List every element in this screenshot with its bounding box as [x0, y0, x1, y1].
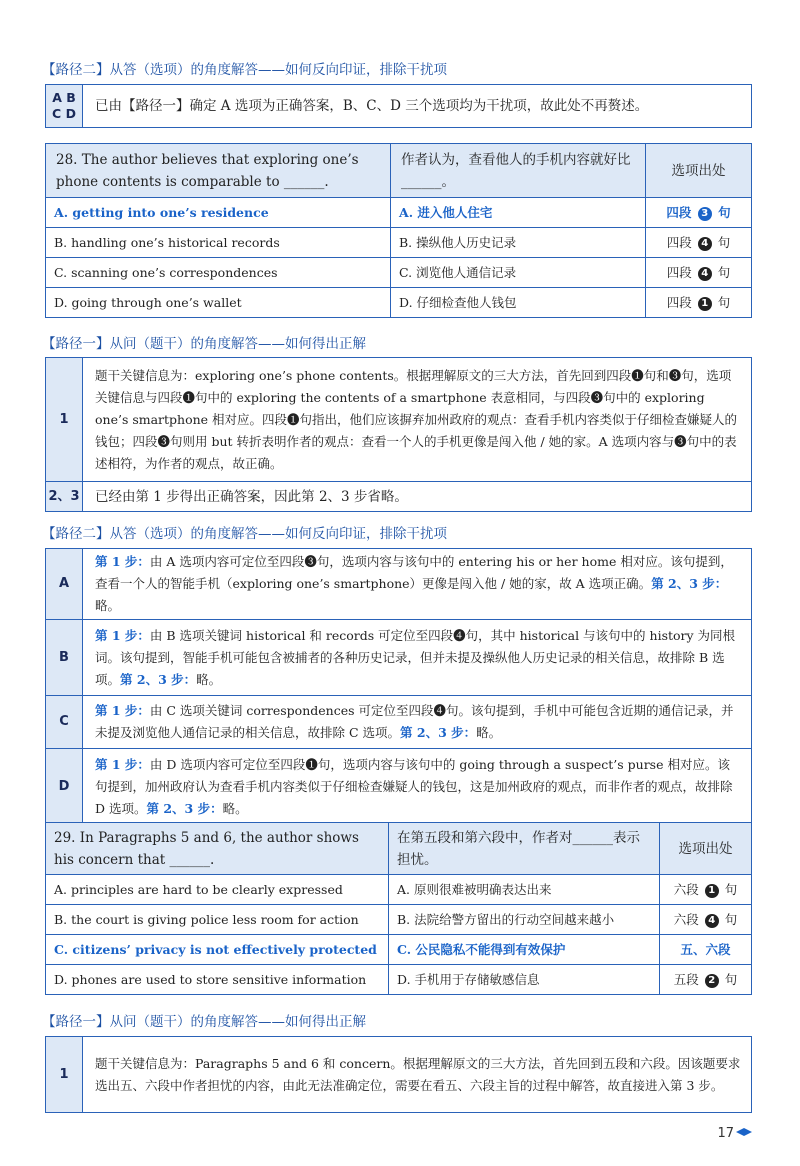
- option-en: D. going through one’s wallet: [46, 288, 391, 318]
- option-en: B. handling one’s historical records: [46, 228, 391, 258]
- question-29-en: 29. In Paragraphs 5 and 6, the author shows his concern that ______.: [46, 823, 389, 875]
- option-source: 四段 4 句: [646, 228, 752, 258]
- graduation-cap-icon: [736, 1128, 752, 1138]
- section-heading: 【路径二】从答（选项）的角度解答——如何反向印证，排除干扰项: [42, 62, 447, 78]
- sentence-number: 1: [705, 884, 719, 898]
- question-28-zh: 作者认为，查看他人的手机内容就好比______。: [391, 144, 646, 198]
- step-key: 1: [46, 1037, 83, 1113]
- option-row: [46, 935, 752, 965]
- option-source: 五段 2 句: [660, 965, 752, 995]
- option-key: D: [46, 749, 83, 825]
- option-zh: A. 原则很难被明确表达出来: [389, 875, 660, 905]
- option-source: 四段 1 句: [646, 288, 752, 318]
- option-en: D. phones are used to store sensitive information: [46, 965, 389, 995]
- option-zh: A. 进入他人住宅: [391, 198, 646, 228]
- page-number: 17: [717, 1126, 752, 1141]
- step-text: 题干关键信息为：Paragraphs 5 and 6 和 concern。根据理解原文的三大方法，首先回到五段和六段。因该题要求选出五、六段中作者担忧的内容，由此无法准确定位，需要在看五、六段主旨的过程中解答，故直接进入第 3 步。: [83, 1037, 752, 1113]
- option-zh: D. 手机用于存储敏感信息: [389, 965, 660, 995]
- option-analysis: 第 1 步：由 D 选项内容可定位至四段❶句，选项内容与该句中的 going through a suspect’s purse 相对应。该句提到，加州政府认为查看手机内容类似于仔细检查嫌疑人的钱包，这是加州政府的观点，而非作者的观点，故排除 D 选项。第 2、3 步：略。: [83, 749, 752, 825]
- option-zh: D. 仔细检查他人钱包: [391, 288, 646, 318]
- option-analysis: 第 1 步：由 B 选项关键词 historical 和 records 可定位至四段❹句，其中 historical 与该句中的 history 为同根词。该句提到，智能手机可能包含被捕者的各种历史记录，但并未提及操纵他人历史记录的相关信息，故排除 B 选项。第 2、3 步：略。: [83, 620, 752, 696]
- question-28-en: 28. The author believes that exploring one’s phone contents is comparable to ______.: [46, 144, 391, 198]
- option-source: 五、六段: [660, 935, 752, 965]
- section-heading: 【路径一】从问（题干）的角度解答——如何得出正解: [42, 1014, 366, 1030]
- option-en: C. scanning one’s correspondences: [46, 258, 391, 288]
- option-key: C: [46, 696, 83, 749]
- option-row: [46, 875, 752, 905]
- step-key: 1: [46, 358, 83, 482]
- sentence-number: 4: [705, 914, 719, 928]
- option-row: [46, 228, 752, 258]
- option-analysis: 第 1 步：由 A 选项内容可定位至四段❸句，选项内容与该句中的 entering his or her home 相对应。该句提到，查看一个人的智能手机（exploring one’s smartphone）更像是闯入他 / 她的家，故 A 选项正确。第 2、3 步：略。: [83, 549, 752, 620]
- option-row: [46, 965, 752, 995]
- options-key: A B C D: [46, 85, 83, 128]
- option-en: A. principles are hard to be clearly expressed: [46, 875, 389, 905]
- source-header: 选项出处: [646, 144, 752, 198]
- path1-table: [45, 357, 752, 512]
- step-text: 已经由第 1 步得出正确答案，因此第 2、3 步省略。: [83, 482, 752, 512]
- option-source: 六段 4 句: [660, 905, 752, 935]
- section-heading: 【路径二】从答（选项）的角度解答——如何反向印证，排除干扰项: [42, 526, 447, 542]
- path2-table: [45, 548, 752, 825]
- option-zh: C. 公民隐私不能得到有效保护: [389, 935, 660, 965]
- option-en: A. getting into one’s residence: [46, 198, 391, 228]
- option-en: B. the court is giving police less room for action: [46, 905, 389, 935]
- sentence-number: 3: [698, 207, 712, 221]
- exclusion-text: 已由【路径一】确定 A 选项为正确答案，B、C、D 三个选项均为干扰项，故此处不再赘述。: [83, 85, 752, 128]
- step-key: 2、3: [46, 482, 83, 512]
- option-zh: B. 法院给警方留出的行动空间越来越小: [389, 905, 660, 935]
- section-heading: 【路径一】从问（题干）的角度解答——如何得出正解: [42, 336, 366, 352]
- option-en: C. citizens’ privacy is not effectively protected: [46, 935, 389, 965]
- option-zh: C. 浏览他人通信记录: [391, 258, 646, 288]
- sentence-number: 4: [698, 267, 712, 281]
- option-source: 四段 3 句: [646, 198, 752, 228]
- question-29-zh: 在第五段和第六段中，作者对______表示担忧。: [389, 823, 660, 875]
- option-zh: B. 操纵他人历史记录: [391, 228, 646, 258]
- question-28-table: [45, 143, 752, 318]
- path1-table-q29: [45, 1036, 752, 1113]
- option-source: 四段 4 句: [646, 258, 752, 288]
- question-29-table: [45, 822, 752, 995]
- option-row: [46, 198, 752, 228]
- option-row: [46, 288, 752, 318]
- exclusion-table: [45, 84, 752, 128]
- option-key: A: [46, 549, 83, 620]
- option-row: [46, 905, 752, 935]
- option-source: 六段 1 句: [660, 875, 752, 905]
- step-text: 题干关键信息为：exploring one’s phone contents。根据理解原文的三大方法，首先回到四段❶句和❸句，选项关键信息与四段❶句中的 exploring the contents of a smartphone 表意相同，与四段❸句中的 exploring one’s smartphone 相对应。四段❶句指出，他们应该摒弃加州政府的观点：查看手机内容类似于仔细检查嫌疑人的钱包；四段❸句则用 but 转折表明作者的观点：查看一个人的手机更像是闯入他 / 她的家。A 选项内容与❸句中的表述相符，为作者的观点，故正确。: [83, 358, 752, 482]
- sentence-number: 1: [698, 297, 712, 311]
- option-key: B: [46, 620, 83, 696]
- sentence-number: 4: [698, 237, 712, 251]
- option-row: [46, 258, 752, 288]
- option-analysis: 第 1 步：由 C 选项关键词 correspondences 可定位至四段❹句。该句提到，手机中可能包含近期的通信记录，并未提及浏览他人通信记录的相关信息，故排除 C 选项。第 2、3 步：略。: [83, 696, 752, 749]
- source-header: 选项出处: [660, 823, 752, 875]
- sentence-number: 2: [705, 974, 719, 988]
